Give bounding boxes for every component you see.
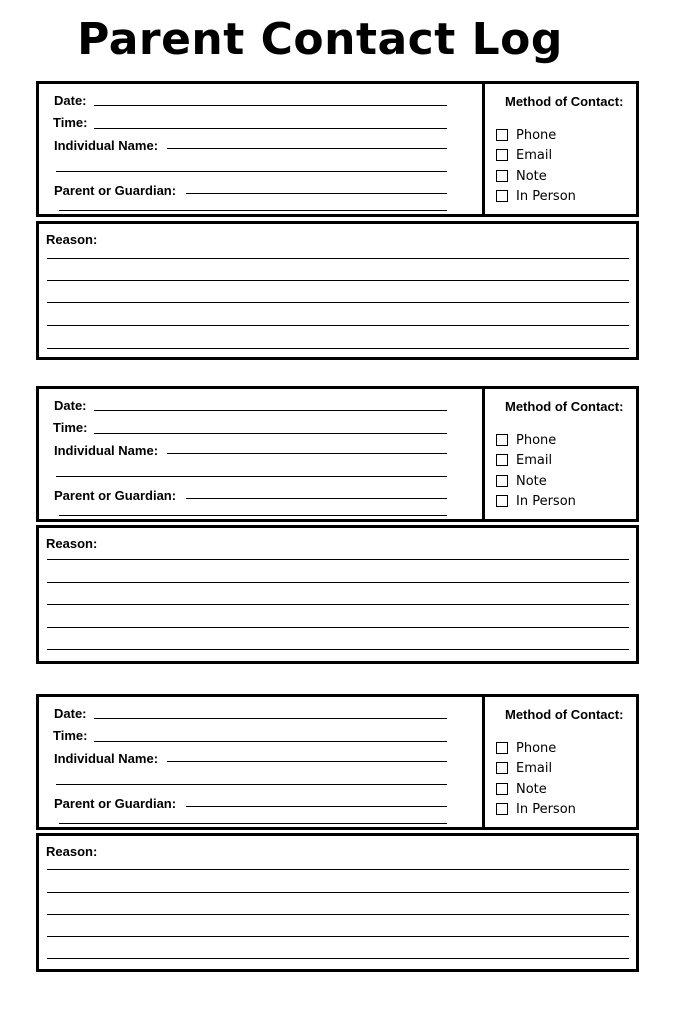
- parent-guardian-label: Parent or Guardian:: [54, 796, 177, 811]
- date-line[interactable]: [94, 718, 447, 719]
- reason-line[interactable]: [47, 958, 629, 959]
- method-option-in-person[interactable]: [496, 493, 576, 509]
- phone-checkbox[interactable]: [496, 742, 508, 754]
- reason-line[interactable]: [47, 604, 629, 605]
- email-label: Email: [516, 760, 553, 776]
- email-checkbox[interactable]: [496, 454, 508, 466]
- individual-name-label: Individual Name:: [54, 443, 159, 458]
- parent-guardian-line[interactable]: [186, 193, 447, 194]
- contact-fields: [39, 389, 485, 519]
- reason-line[interactable]: [47, 302, 629, 303]
- parent-guardian-line-2[interactable]: [59, 210, 447, 211]
- note-checkbox[interactable]: [496, 170, 508, 182]
- date-label: Date:: [54, 398, 87, 413]
- reason-line[interactable]: [47, 280, 629, 281]
- individual-name-line[interactable]: [167, 761, 447, 762]
- reason-line[interactable]: [47, 582, 629, 583]
- phone-checkbox[interactable]: [496, 434, 508, 446]
- method-of-contact-title: Method of Contact:: [505, 707, 624, 722]
- contact-fields: [39, 84, 485, 214]
- method-option-phone[interactable]: [496, 127, 556, 143]
- method-option-in-person[interactable]: [496, 188, 576, 204]
- time-line[interactable]: [94, 433, 447, 434]
- in-person-checkbox[interactable]: [496, 495, 508, 507]
- note-label: Note: [516, 473, 547, 489]
- individual-name-line[interactable]: [167, 148, 447, 149]
- reason-box: [36, 525, 639, 664]
- note-checkbox[interactable]: [496, 475, 508, 487]
- contact-details-box: [36, 81, 639, 217]
- reason-line[interactable]: [47, 348, 629, 349]
- reason-line[interactable]: [47, 914, 629, 915]
- method-option-email[interactable]: [496, 760, 552, 776]
- reason-line[interactable]: [47, 649, 629, 650]
- parent-guardian-label: Parent or Guardian:: [54, 488, 177, 503]
- reason-line[interactable]: [47, 869, 629, 870]
- individual-name-line-2[interactable]: [56, 476, 447, 477]
- parent-guardian-label: Parent or Guardian:: [54, 183, 177, 198]
- method-of-contact-title: Method of Contact:: [505, 399, 624, 414]
- method-option-note[interactable]: [496, 781, 547, 797]
- contact-details-box: [36, 694, 639, 830]
- reason-line[interactable]: [47, 325, 629, 326]
- reason-line[interactable]: [47, 627, 629, 628]
- method-of-contact: [485, 697, 636, 827]
- reason-line[interactable]: [47, 258, 629, 259]
- phone-label: Phone: [516, 740, 557, 756]
- reason-line[interactable]: [47, 559, 629, 560]
- parent-guardian-line[interactable]: [186, 806, 447, 807]
- email-label: Email: [516, 147, 553, 163]
- method-of-contact: [485, 84, 636, 214]
- reason-label: Reason:: [46, 536, 98, 551]
- time-line[interactable]: [94, 128, 447, 129]
- reason-box: [36, 221, 639, 360]
- method-option-note[interactable]: [496, 473, 547, 489]
- phone-label: Phone: [516, 127, 557, 143]
- reason-line[interactable]: [47, 892, 629, 893]
- method-option-phone[interactable]: [496, 740, 556, 756]
- individual-name-label: Individual Name:: [54, 138, 159, 153]
- contact-details-box: [36, 386, 639, 522]
- reason-line[interactable]: [47, 936, 629, 937]
- date-line[interactable]: [94, 410, 447, 411]
- method-of-contact: [485, 389, 636, 519]
- note-label: Note: [516, 781, 547, 797]
- reason-label: Reason:: [46, 844, 98, 859]
- time-label: Time:: [53, 728, 88, 743]
- note-checkbox[interactable]: [496, 783, 508, 795]
- in-person-label: In Person: [516, 188, 576, 204]
- page-title: Parent Contact Log: [77, 14, 563, 65]
- method-of-contact-title: Method of Contact:: [505, 94, 624, 109]
- email-label: Email: [516, 452, 553, 468]
- method-option-note[interactable]: [496, 168, 547, 184]
- time-label: Time:: [53, 420, 88, 435]
- contact-fields: [39, 697, 485, 827]
- in-person-checkbox[interactable]: [496, 803, 508, 815]
- date-label: Date:: [54, 93, 87, 108]
- reason-label: Reason:: [46, 232, 98, 247]
- in-person-checkbox[interactable]: [496, 190, 508, 202]
- parent-guardian-line-2[interactable]: [59, 823, 447, 824]
- time-label: Time:: [53, 115, 88, 130]
- date-line[interactable]: [94, 105, 447, 106]
- in-person-label: In Person: [516, 493, 576, 509]
- email-checkbox[interactable]: [496, 149, 508, 161]
- time-line[interactable]: [94, 741, 447, 742]
- method-option-phone[interactable]: [496, 432, 556, 448]
- reason-box: [36, 833, 639, 972]
- date-label: Date:: [54, 706, 87, 721]
- method-option-email[interactable]: [496, 452, 552, 468]
- parent-guardian-line[interactable]: [186, 498, 447, 499]
- phone-checkbox[interactable]: [496, 129, 508, 141]
- method-option-email[interactable]: [496, 147, 552, 163]
- phone-label: Phone: [516, 432, 557, 448]
- method-option-in-person[interactable]: [496, 801, 576, 817]
- individual-name-line-2[interactable]: [56, 784, 447, 785]
- note-label: Note: [516, 168, 547, 184]
- individual-name-label: Individual Name:: [54, 751, 159, 766]
- in-person-label: In Person: [516, 801, 576, 817]
- individual-name-line-2[interactable]: [56, 171, 447, 172]
- individual-name-line[interactable]: [167, 453, 447, 454]
- parent-guardian-line-2[interactable]: [59, 515, 447, 516]
- email-checkbox[interactable]: [496, 762, 508, 774]
